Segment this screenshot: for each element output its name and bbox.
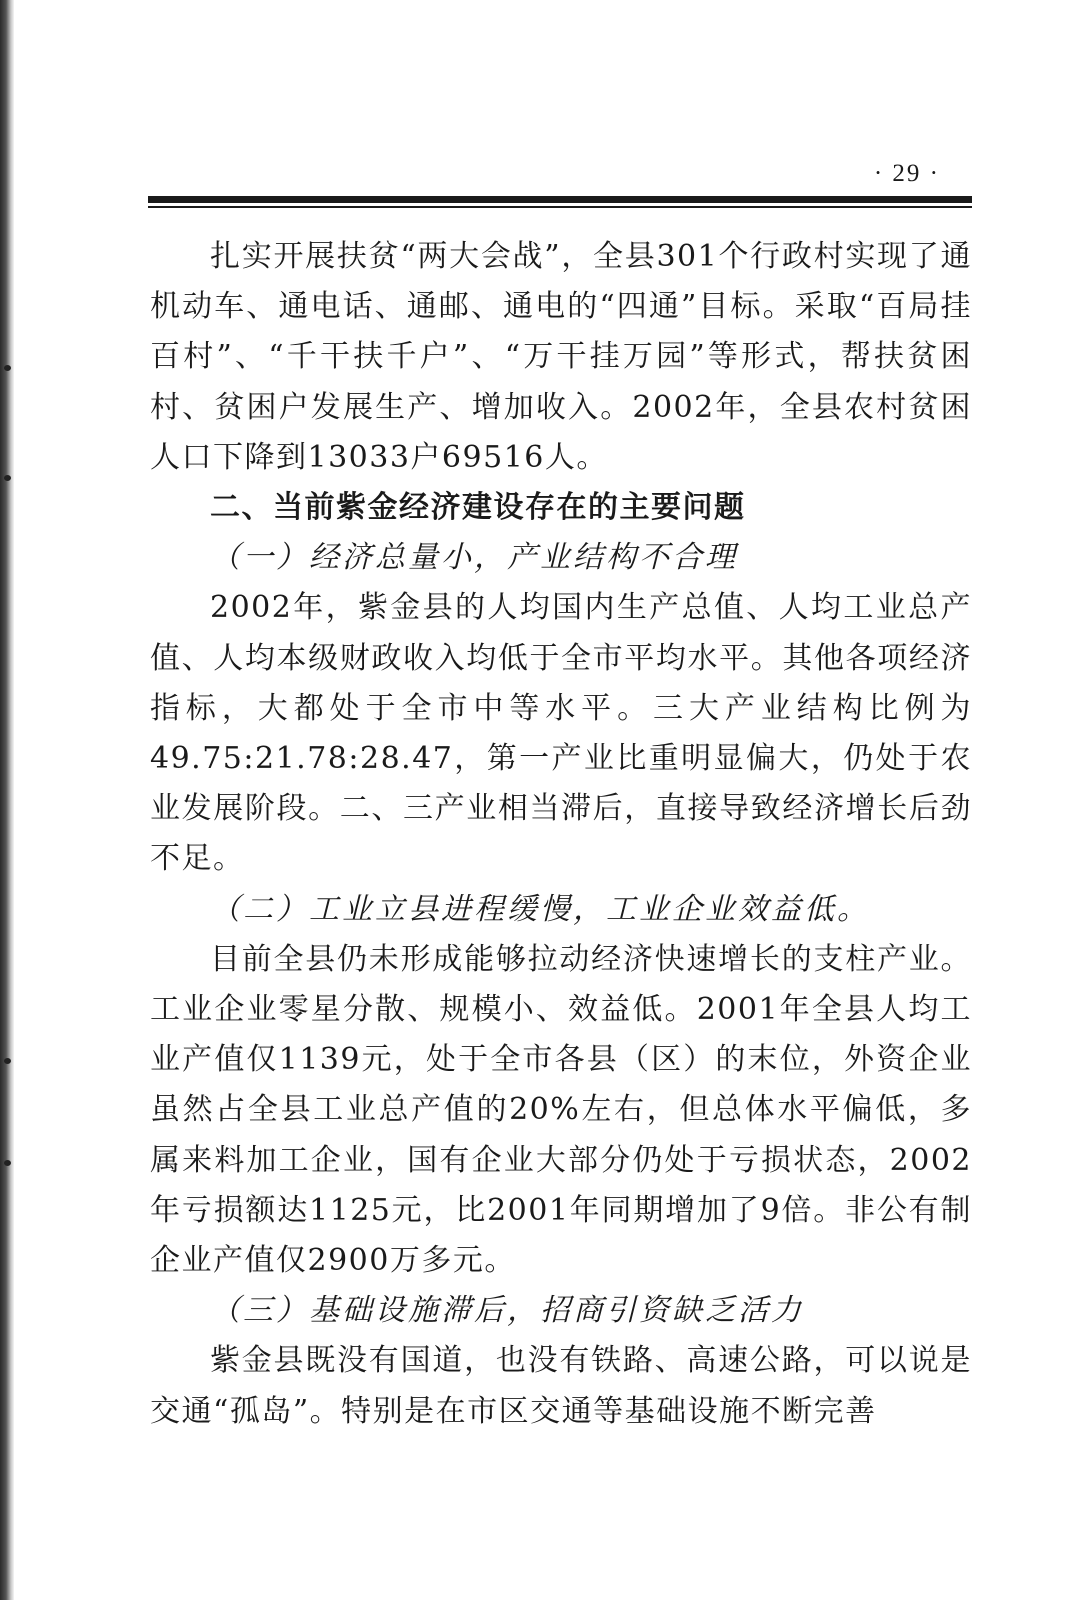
page-number: · 29 ·: [873, 160, 940, 187]
body-paragraph: 目前全县仍未形成能够拉动经济快速增长的支柱产业。工业企业零星分散、规模小、效益低。2001年全县人均工业产值仅1139元，处于全市各县（区）的末位，外资企业虽然占全县工业总产值的20%左右，但总体水平偏低，多属来料加工企业，国有企业大部分仍处于亏损状态，2002年亏损额达1125元，比2001年同期增加了9倍。非公有制企业产值仅2900万多元。: [150, 941, 972, 1279]
binding-mark: [4, 475, 11, 481]
header-rule: [148, 196, 972, 203]
page-body: [150, 232, 972, 1437]
binding-mark: [4, 365, 11, 371]
subsection-heading: （三）基础设施滞后，招商引资缺乏活力: [210, 1293, 804, 1329]
subsection-heading: （一）经济总量小，产业结构不合理: [210, 540, 738, 576]
subsection-heading: （二）工业立县进程缓慢，工业企业效益低。: [210, 891, 870, 927]
header-rule-thin: [148, 206, 972, 208]
binding-mark: [4, 1058, 11, 1064]
body-paragraph: 紫金县既没有国道，也没有铁路、高速公路，可以说是交通“孤岛”。特别是在市区交通等基础设施不断完善: [150, 1343, 972, 1429]
body-paragraph: 扎实开展扶贫“两大会战”，全县301个行政村实现了通机动车、通电话、通邮、通电的“四通”目标。采取“百局挂百村”、“千干扶千户”、“万干挂万园”等形式，帮扶贫困村、贫困户发展生产、增加收入。2002年，全县农村贫困人口下降到13033户69516人。: [150, 239, 972, 475]
book-binding-edge: [0, 0, 14, 1600]
body-paragraph: 2002年，紫金县的人均国内生产总值、人均工业总产值、人均本级财政收入均低于全市平均水平。其他各项经济指标，大都处于全市中等水平。三大产业结构比例为49.75:21.78:28.47，第一产业比重明显偏大，仍处于农业发展阶段。二、三产业相当滞后，直接导致经济增长后劲不足。: [150, 590, 972, 877]
binding-mark: [4, 1160, 11, 1166]
section-heading: 二、当前紫金经济建设存在的主要问题: [210, 490, 746, 526]
